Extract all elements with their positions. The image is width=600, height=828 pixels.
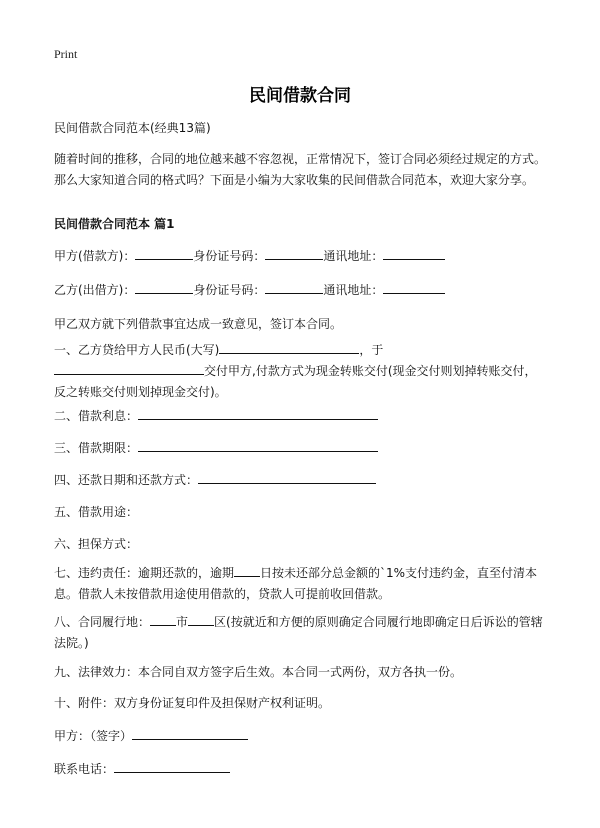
clause-8-rest: 区(按就近和方便的原则确定合同履行地即确定日后诉讼的管辖法院。) [54, 615, 543, 650]
party-b-label: 乙方(出借方)： [54, 283, 136, 297]
clause-8-prefix: 八、合同履行地： [54, 615, 151, 629]
clause-4 [54, 470, 548, 491]
print-link[interactable]: Print [54, 47, 78, 61]
document-title: 民间借款合同 [249, 86, 351, 106]
clause-7-rest: 日按未还部分总金额的`1%支付违约金，直至付清本息。借款人未按借款用途使用借款的，贷款人可提前收回借款。 [54, 566, 538, 601]
phone-blank[interactable] [114, 759, 230, 773]
clause-1-amount-blank[interactable] [219, 340, 359, 354]
party-a-address-blank[interactable] [383, 246, 445, 260]
clause-2-blank[interactable] [138, 406, 378, 420]
party-a-address-label: 通讯地址： [323, 249, 384, 263]
clause-3-blank[interactable] [138, 438, 378, 452]
clause-7 [54, 563, 548, 605]
signature-blank[interactable] [132, 726, 248, 740]
intro-paragraph: 随着时间的推移，合同的地位越来越不容忽视，正常情况下，签订合同必须经过规定的方式。那么大家知道合同的格式吗？下面是小编为大家收集的民间借款合同范本，欢迎大家分享。 [54, 152, 547, 187]
party-a-id-label: 身份证号码： [193, 249, 266, 263]
party-b-address-blank[interactable] [383, 280, 445, 294]
clause-1-rest: 交付甲方,付款方式为现金转账交付(现金交付则划掉转账交付，反之转账交付则划掉现金交付)。 [54, 364, 537, 399]
clause-10: 十、附件：双方身份证复印件及担保财产权利证明。 [54, 696, 331, 710]
clause-8-city-blank[interactable] [150, 612, 176, 626]
clause-9: 九、法律效力：本合同自双方签字后生效。本合同一式两份，双方各执一份。 [54, 665, 463, 679]
clause-4-blank[interactable] [198, 470, 376, 484]
party-a-label: 甲方(借款方)： [54, 249, 136, 263]
clause-4-label: 四、还款日期和还款方式： [54, 473, 199, 487]
clause-8 [54, 612, 548, 654]
party-b-id-label: 身份证号码： [193, 283, 266, 297]
party-b-row [54, 280, 548, 301]
party-a-row [54, 246, 548, 267]
clause-2 [54, 406, 548, 427]
party-b-id-blank[interactable] [265, 280, 323, 294]
section-heading: 民间借款合同范本 篇1 [54, 217, 175, 231]
clause-1-prefix: 一、乙方贷给甲方人民币(大写) [54, 343, 220, 357]
party-a-id-blank[interactable] [265, 246, 323, 260]
clause-6: 六、担保方式： [54, 537, 139, 551]
clause-8-city: 市 [176, 615, 189, 629]
phone-row [54, 759, 548, 780]
clause-1 [54, 340, 548, 403]
clause-2-label: 二、借款利息： [54, 409, 139, 423]
party-b-address-label: 通讯地址： [323, 283, 384, 297]
document-subtitle: 民间借款合同范本(经典13篇) [54, 121, 211, 135]
signature-row [54, 726, 548, 747]
clause-3 [54, 438, 548, 459]
clause-8-district-blank[interactable] [188, 612, 214, 626]
clause-7-prefix: 七、违约责任：逾期还款的，逾期 [54, 566, 235, 580]
clause-1-mid: ，于 [359, 343, 384, 357]
party-b-name-blank[interactable] [135, 280, 193, 294]
clause-5: 五、借款用途： [54, 505, 139, 519]
clause-7-days-blank[interactable] [234, 563, 260, 577]
agreement-statement: 甲乙双方就下列借款事宜达成一致意见，签订本合同。 [54, 317, 343, 331]
party-a-name-blank[interactable] [135, 246, 193, 260]
clause-3-label: 三、借款期限： [54, 441, 139, 455]
signature-label: 甲方：（签字） [54, 729, 133, 743]
phone-label: 联系电话： [54, 762, 115, 776]
clause-1-date-blank[interactable] [54, 361, 204, 375]
